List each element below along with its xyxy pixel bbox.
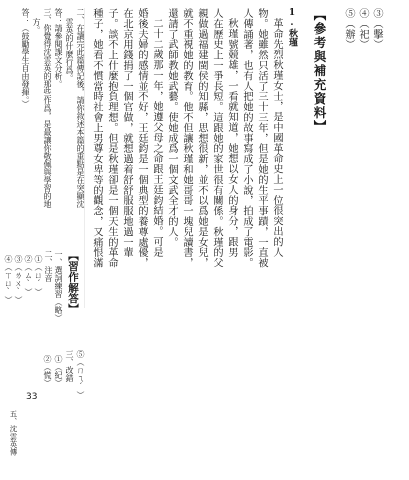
left-question-2-line-1: 二、在讀完此篇傳記後，請你敘述本篇的重點是在突顯沈: [76, 8, 85, 208]
left-answer-2: 答：請參閱課文分析。: [54, 8, 63, 88]
answer-section-1: 一、選詞練習（略）: [54, 250, 63, 322]
answer-section-3: 三、改錯: [65, 350, 74, 382]
exercise-answers-title: 【習作解答】: [67, 250, 79, 315]
answer-zhuyin-3: ③（ㄌㄨˋ）: [14, 255, 23, 304]
left-question-3-line-1: 三、你覺得沈雲英的那些作爲，是最讓你敬佩與學習的地: [43, 8, 52, 208]
para2-line-5: 還請了武師教她武藝。使她成爲一個文武全才的人。: [166, 8, 177, 248]
para3-line-5: 種子，她看不慣當時社會上男尊女卑等的觀念，又痛恨滿: [91, 8, 102, 268]
left-answer-3: 答：（鼓勵學生自由發揮。）: [21, 8, 30, 108]
answer-zhuyin-4: ④（ㄒㄩˋ）: [4, 255, 13, 304]
left-question-3-line-2: 方。: [32, 18, 41, 34]
para2-line-2: 人在歷史上一爭長短。這跟她的家世很有關係。秋瑾的父: [211, 8, 222, 268]
reference-section-title: 【參考與補充資料】: [312, 8, 327, 134]
right-top-item-2: ④（祀）: [357, 8, 368, 50]
para3-line-1: 二十二歲那一年，她遵父母之命跟王廷鈞結婚。可是: [151, 18, 162, 258]
para3-line-3: 在北京用錢捐了一個官做，就想過着舒舒服服地過一輩: [121, 8, 132, 258]
para1-line-3: 人傳誦著，也有人把她的故事寫成了小說，拍成了電影。: [241, 8, 252, 268]
page-number: 33: [26, 392, 38, 402]
right-top-item-3: ⑤（辦）: [343, 8, 354, 50]
answer-zhuyin-1: ①（ㄩˊ）: [34, 255, 43, 296]
para2-line-3: 親做過福建閩侯的知縣，思想很新，並不以爲她是女兒，: [196, 8, 207, 268]
answer-section-2: 二、注音: [44, 250, 53, 282]
answer-zhuyin-5: ⑤（ㄇㄟˊ）: [76, 350, 85, 399]
para1-line-1: 革命先烈秋瑾女士，是中國革命史上一位很突出的人: [271, 18, 282, 258]
right-top-item-1: ③（擊）: [371, 8, 382, 50]
subheading-qiujin: 1.秋瑾: [287, 8, 297, 47]
para2-line-4: 就不重視她的教育。他不但讓秋瑾和她哥哥一塊兒讀書，: [181, 8, 192, 268]
para2-line-1: 秋瑾號競雄，一看就知道，她想以女人的身分，跟男: [226, 18, 237, 258]
answer-correction-2: ②（慌）: [43, 355, 52, 387]
answer-zhuyin-2: ②（ㄙˋ）: [24, 255, 33, 296]
left-question-2-line-2: 雲英的什麼行爲。: [65, 18, 74, 82]
chapter-footer: 五、沈雲英傳: [9, 410, 18, 456]
para1-line-2: 物。她雖然只活了三十三年，但是她的生平事蹟，一直被: [256, 8, 267, 268]
answer-correction-1: ①（紀）: [54, 355, 63, 387]
para3-line-2: 婚後夫婦的感情並不好，王廷鈞是一個典型的養尊處優，: [136, 8, 147, 268]
para3-line-4: 子。談不上什麼抱負理想。但是秋瑾卻是一個天生的革命: [106, 8, 117, 268]
